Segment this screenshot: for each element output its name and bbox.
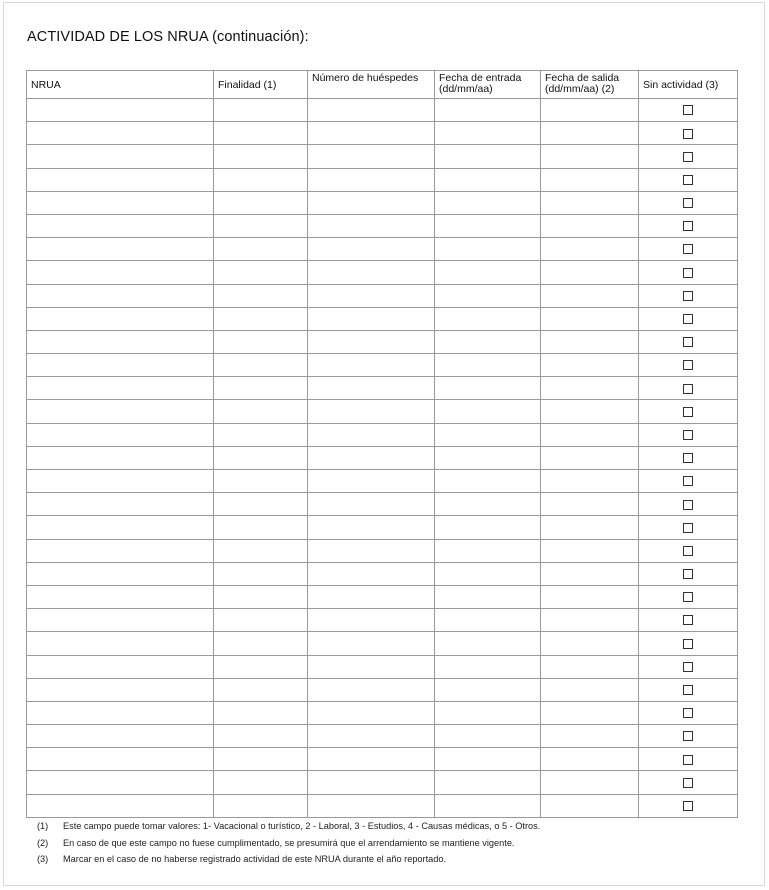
fecha-salida-cell[interactable] — [541, 562, 639, 585]
nrua-cell[interactable] — [27, 330, 214, 353]
table-row — [27, 377, 738, 400]
nrua-cell[interactable] — [27, 145, 214, 168]
numero-huespedes-cell[interactable] — [308, 794, 435, 817]
table-header-row — [27, 71, 738, 99]
numero-huespedes-cell[interactable] — [308, 191, 435, 214]
sin-actividad-checkbox[interactable] — [683, 244, 693, 254]
table-row — [27, 725, 738, 748]
finalidad-cell[interactable] — [214, 261, 308, 284]
fecha-entrada-cell[interactable] — [435, 562, 541, 585]
footnote-text: Este campo puede tomar valores: 1- Vacacional o turístico, 2 - Laboral, 3 - Estudios, 4 - Causas médicas, o 5 - Otros. — [63, 821, 541, 831]
fecha-entrada-cell[interactable] — [435, 748, 541, 771]
sin-actividad-cell — [639, 145, 738, 168]
nrua-cell[interactable] — [27, 261, 214, 284]
sin-actividad-cell — [639, 655, 738, 678]
numero-huespedes-cell[interactable] — [308, 400, 435, 423]
fecha-entrada-cell[interactable] — [435, 261, 541, 284]
finalidad-cell[interactable] — [214, 539, 308, 562]
table-row — [27, 99, 738, 122]
sin-actividad-cell — [639, 214, 738, 237]
table-row — [27, 562, 738, 585]
finalidad-cell[interactable] — [214, 122, 308, 145]
col-header-nrua: NRUA — [27, 71, 214, 99]
sin-actividad-checkbox[interactable] — [683, 453, 693, 463]
table-row — [27, 539, 738, 562]
table-row — [27, 655, 738, 678]
fecha-salida-cell[interactable] — [541, 748, 639, 771]
table-body — [27, 99, 738, 818]
sin-actividad-checkbox[interactable] — [683, 360, 693, 370]
finalidad-cell[interactable] — [214, 168, 308, 191]
sin-actividad-checkbox[interactable] — [683, 615, 693, 625]
sin-actividad-checkbox[interactable] — [683, 129, 693, 139]
finalidad-cell[interactable] — [214, 354, 308, 377]
finalidad-cell[interactable] — [214, 191, 308, 214]
sin-actividad-cell — [639, 423, 738, 446]
sin-actividad-cell — [639, 539, 738, 562]
sin-actividad-checkbox[interactable] — [683, 546, 693, 556]
finalidad-cell[interactable] — [214, 238, 308, 261]
fecha-salida-cell[interactable] — [541, 446, 639, 469]
sin-actividad-checkbox[interactable] — [683, 314, 693, 324]
finalidad-cell[interactable] — [214, 214, 308, 237]
numero-huespedes-cell[interactable] — [308, 701, 435, 724]
finalidad-cell[interactable] — [214, 609, 308, 632]
fecha-entrada-cell[interactable] — [435, 493, 541, 516]
col-header-finalidad: Finalidad (1) — [214, 71, 308, 99]
fecha-salida-cell[interactable] — [541, 632, 639, 655]
fecha-entrada-cell[interactable] — [435, 238, 541, 261]
fecha-salida-cell[interactable] — [541, 539, 639, 562]
numero-huespedes-cell[interactable] — [308, 678, 435, 701]
nrua-cell[interactable] — [27, 284, 214, 307]
table-row — [27, 354, 738, 377]
nrua-cell[interactable] — [27, 214, 214, 237]
table-row — [27, 400, 738, 423]
numero-huespedes-cell[interactable] — [308, 771, 435, 794]
finalidad-cell[interactable] — [214, 307, 308, 330]
numero-huespedes-cell[interactable] — [308, 446, 435, 469]
sin-actividad-checkbox[interactable] — [683, 430, 693, 440]
numero-huespedes-cell[interactable] — [308, 330, 435, 353]
sin-actividad-cell — [639, 701, 738, 724]
finalidad-cell[interactable] — [214, 678, 308, 701]
fecha-entrada-cell[interactable] — [435, 446, 541, 469]
fecha-salida-cell[interactable] — [541, 168, 639, 191]
numero-huespedes-cell[interactable] — [308, 284, 435, 307]
table-row — [27, 330, 738, 353]
fecha-entrada-cell[interactable] — [435, 400, 541, 423]
sin-actividad-checkbox[interactable] — [683, 569, 693, 579]
fecha-salida-cell[interactable] — [541, 307, 639, 330]
fecha-entrada-cell[interactable] — [435, 168, 541, 191]
sin-actividad-cell — [639, 725, 738, 748]
numero-huespedes-cell[interactable] — [308, 609, 435, 632]
sin-actividad-checkbox[interactable] — [683, 221, 693, 231]
numero-huespedes-cell[interactable] — [308, 168, 435, 191]
finalidad-cell[interactable] — [214, 400, 308, 423]
nrua-cell[interactable] — [27, 609, 214, 632]
nrua-cell[interactable] — [27, 701, 214, 724]
fecha-entrada-cell[interactable] — [435, 585, 541, 608]
sin-actividad-cell — [639, 493, 738, 516]
nrua-cell[interactable] — [27, 307, 214, 330]
nrua-cell[interactable] — [27, 168, 214, 191]
finalidad-cell[interactable] — [214, 632, 308, 655]
nrua-cell[interactable] — [27, 400, 214, 423]
fecha-salida-cell[interactable] — [541, 377, 639, 400]
fecha-entrada-cell[interactable] — [435, 122, 541, 145]
fecha-entrada-cell[interactable] — [435, 377, 541, 400]
fecha-entrada-cell[interactable] — [435, 516, 541, 539]
sin-actividad-checkbox[interactable] — [683, 755, 693, 765]
sin-actividad-cell — [639, 748, 738, 771]
numero-huespedes-cell[interactable] — [308, 377, 435, 400]
fecha-salida-cell[interactable] — [541, 585, 639, 608]
numero-huespedes-cell[interactable] — [308, 632, 435, 655]
nrua-cell[interactable] — [27, 771, 214, 794]
numero-huespedes-cell[interactable] — [308, 562, 435, 585]
sin-actividad-cell — [639, 446, 738, 469]
sin-actividad-checkbox[interactable] — [683, 476, 693, 486]
fecha-entrada-cell[interactable] — [435, 145, 541, 168]
numero-huespedes-cell[interactable] — [308, 145, 435, 168]
table-row — [27, 423, 738, 446]
nrua-cell[interactable] — [27, 377, 214, 400]
sin-actividad-cell — [639, 377, 738, 400]
nrua-cell[interactable] — [27, 585, 214, 608]
fecha-entrada-cell[interactable] — [435, 725, 541, 748]
sin-actividad-checkbox[interactable] — [683, 592, 693, 602]
numero-huespedes-cell[interactable] — [308, 539, 435, 562]
fecha-entrada-cell[interactable] — [435, 423, 541, 446]
finalidad-cell[interactable] — [214, 330, 308, 353]
sin-actividad-cell — [639, 354, 738, 377]
nrua-cell[interactable] — [27, 354, 214, 377]
table-row — [27, 609, 738, 632]
sin-actividad-checkbox[interactable] — [683, 685, 693, 695]
sin-actividad-cell — [639, 122, 738, 145]
table-row — [27, 701, 738, 724]
nrua-cell[interactable] — [27, 748, 214, 771]
nrua-cell[interactable] — [27, 238, 214, 261]
table-row — [27, 470, 738, 493]
fecha-salida-cell[interactable] — [541, 330, 639, 353]
table-row — [27, 493, 738, 516]
nrua-cell[interactable] — [27, 632, 214, 655]
nrua-cell[interactable] — [27, 423, 214, 446]
footnote-1 — [37, 821, 540, 838]
footnote-text: En caso de que este campo no fuese cumplimentado, se presumirá que el arrendamiento se mantiene vigente. — [63, 837, 515, 848]
fecha-entrada-cell[interactable] — [435, 354, 541, 377]
finalidad-cell[interactable] — [214, 748, 308, 771]
fecha-entrada-cell[interactable] — [435, 539, 541, 562]
numero-huespedes-cell[interactable] — [308, 655, 435, 678]
footnote-number: (1) — [37, 821, 49, 831]
finalidad-cell[interactable] — [214, 794, 308, 817]
table-row — [27, 284, 738, 307]
table-row — [27, 585, 738, 608]
table-row — [27, 168, 738, 191]
fecha-entrada-cell[interactable] — [435, 214, 541, 237]
table-row — [27, 748, 738, 771]
footnote-2 — [37, 838, 540, 855]
sin-actividad-checkbox[interactable] — [683, 268, 693, 278]
sin-actividad-cell — [639, 470, 738, 493]
sin-actividad-cell — [639, 609, 738, 632]
nrua-cell[interactable] — [27, 794, 214, 817]
table-row — [27, 261, 738, 284]
footnote-number: (3) — [37, 854, 49, 864]
table-row — [27, 191, 738, 214]
numero-huespedes-cell[interactable] — [308, 214, 435, 237]
fecha-salida-cell[interactable] — [541, 609, 639, 632]
sin-actividad-checkbox[interactable] — [683, 708, 693, 718]
fecha-entrada-cell[interactable] — [435, 794, 541, 817]
fecha-entrada-cell[interactable] — [435, 655, 541, 678]
numero-huespedes-cell[interactable] — [308, 99, 435, 122]
table-row — [27, 678, 738, 701]
numero-huespedes-cell[interactable] — [308, 423, 435, 446]
finalidad-cell[interactable] — [214, 701, 308, 724]
fecha-salida-cell[interactable] — [541, 771, 639, 794]
fecha-salida-cell[interactable] — [541, 122, 639, 145]
table-row — [27, 516, 738, 539]
fecha-salida-cell[interactable] — [541, 493, 639, 516]
fecha-entrada-cell[interactable] — [435, 284, 541, 307]
sin-actividad-cell — [639, 307, 738, 330]
nrua-cell[interactable] — [27, 99, 214, 122]
nrua-cell[interactable] — [27, 470, 214, 493]
table-row — [27, 307, 738, 330]
fecha-entrada-cell[interactable] — [435, 99, 541, 122]
finalidad-cell[interactable] — [214, 145, 308, 168]
fecha-entrada-cell[interactable] — [435, 307, 541, 330]
fecha-salida-cell[interactable] — [541, 701, 639, 724]
numero-huespedes-cell[interactable] — [308, 238, 435, 261]
sin-actividad-cell — [639, 632, 738, 655]
finalidad-cell[interactable] — [214, 585, 308, 608]
footnote-number: (2) — [37, 837, 49, 848]
finalidad-cell[interactable] — [214, 655, 308, 678]
table-row — [27, 794, 738, 817]
nrua-cell[interactable] — [27, 678, 214, 701]
table-row — [27, 238, 738, 261]
fecha-salida-cell[interactable] — [541, 516, 639, 539]
numero-huespedes-cell[interactable] — [308, 261, 435, 284]
sin-actividad-cell — [639, 191, 738, 214]
sin-actividad-checkbox[interactable] — [683, 175, 693, 185]
fecha-salida-cell[interactable] — [541, 145, 639, 168]
footnote-text: Marcar en el caso de no haberse registrado actividad de este NRUA durante el año reportado. — [63, 854, 447, 864]
fecha-salida-cell[interactable] — [541, 678, 639, 701]
sin-actividad-checkbox[interactable] — [683, 523, 693, 533]
sin-actividad-cell — [639, 238, 738, 261]
sin-actividad-cell — [639, 400, 738, 423]
finalidad-cell[interactable] — [214, 725, 308, 748]
sin-actividad-checkbox[interactable] — [683, 801, 693, 811]
fecha-salida-cell[interactable] — [541, 354, 639, 377]
col-header-fecha-entrada: Fecha de entrada (dd/mm/aa) — [435, 71, 541, 99]
finalidad-cell[interactable] — [214, 470, 308, 493]
numero-huespedes-cell[interactable] — [308, 516, 435, 539]
nrua-cell[interactable] — [27, 493, 214, 516]
col-header-numero-huespedes: Número de huéspedes — [308, 71, 435, 99]
nrua-cell[interactable] — [27, 562, 214, 585]
fecha-entrada-cell[interactable] — [435, 609, 541, 632]
finalidad-cell[interactable] — [214, 771, 308, 794]
col-header-sin-actividad: Sin actividad (3) — [639, 71, 738, 99]
sin-actividad-cell — [639, 330, 738, 353]
numero-huespedes-cell[interactable] — [308, 470, 435, 493]
finalidad-cell[interactable] — [214, 99, 308, 122]
fecha-entrada-cell[interactable] — [435, 678, 541, 701]
fecha-entrada-cell[interactable] — [435, 330, 541, 353]
sin-actividad-checkbox[interactable] — [683, 337, 693, 347]
nrua-cell[interactable] — [27, 516, 214, 539]
fecha-salida-cell[interactable] — [541, 423, 639, 446]
footnotes — [37, 821, 540, 871]
numero-huespedes-cell[interactable] — [308, 354, 435, 377]
fecha-salida-cell[interactable] — [541, 238, 639, 261]
finalidad-cell[interactable] — [214, 516, 308, 539]
sin-actividad-checkbox[interactable] — [683, 384, 693, 394]
numero-huespedes-cell[interactable] — [308, 585, 435, 608]
sin-actividad-checkbox[interactable] — [683, 198, 693, 208]
sin-actividad-checkbox[interactable] — [683, 731, 693, 741]
nrua-cell[interactable] — [27, 539, 214, 562]
fecha-salida-cell[interactable] — [541, 470, 639, 493]
sin-actividad-checkbox[interactable] — [683, 662, 693, 672]
nrua-cell[interactable] — [27, 725, 214, 748]
numero-huespedes-cell[interactable] — [308, 748, 435, 771]
sin-actividad-checkbox[interactable] — [683, 407, 693, 417]
sin-actividad-checkbox[interactable] — [683, 105, 693, 115]
table-row — [27, 771, 738, 794]
numero-huespedes-cell[interactable] — [308, 122, 435, 145]
fecha-entrada-cell[interactable] — [435, 701, 541, 724]
fecha-salida-cell[interactable] — [541, 794, 639, 817]
fecha-salida-cell[interactable] — [541, 284, 639, 307]
sin-actividad-checkbox[interactable] — [683, 291, 693, 301]
sin-actividad-cell — [639, 168, 738, 191]
sin-actividad-cell — [639, 99, 738, 122]
sin-actividad-cell — [639, 771, 738, 794]
sin-actividad-checkbox[interactable] — [683, 500, 693, 510]
finalidad-cell[interactable] — [214, 423, 308, 446]
sin-actividad-checkbox[interactable] — [683, 639, 693, 649]
nrua-cell[interactable] — [27, 655, 214, 678]
sin-actividad-cell — [639, 678, 738, 701]
fecha-salida-cell[interactable] — [541, 725, 639, 748]
nrua-cell[interactable] — [27, 191, 214, 214]
sin-actividad-cell — [639, 562, 738, 585]
fecha-salida-cell[interactable] — [541, 214, 639, 237]
sin-actividad-cell — [639, 585, 738, 608]
sin-actividad-checkbox[interactable] — [683, 778, 693, 788]
nrua-activity-table — [26, 70, 738, 818]
page-title: ACTIVIDAD DE LOS NRUA (continuación): — [27, 29, 309, 45]
fecha-salida-cell[interactable] — [541, 655, 639, 678]
numero-huespedes-cell[interactable] — [308, 493, 435, 516]
table-row — [27, 632, 738, 655]
fecha-salida-cell[interactable] — [541, 191, 639, 214]
numero-huespedes-cell[interactable] — [308, 725, 435, 748]
finalidad-cell[interactable] — [214, 284, 308, 307]
sin-actividad-cell — [639, 284, 738, 307]
finalidad-cell[interactable] — [214, 562, 308, 585]
fecha-salida-cell[interactable] — [541, 99, 639, 122]
fecha-salida-cell[interactable] — [541, 261, 639, 284]
sin-actividad-checkbox[interactable] — [683, 152, 693, 162]
footnote-3 — [37, 854, 540, 871]
col-header-fecha-salida: Fecha de salida (dd/mm/aa) (2) — [541, 71, 639, 99]
finalidad-cell[interactable] — [214, 377, 308, 400]
finalidad-cell[interactable] — [214, 493, 308, 516]
table-row — [27, 122, 738, 145]
table-row — [27, 214, 738, 237]
sin-actividad-cell — [639, 516, 738, 539]
numero-huespedes-cell[interactable] — [308, 307, 435, 330]
sin-actividad-cell — [639, 261, 738, 284]
fecha-entrada-cell[interactable] — [435, 191, 541, 214]
table-row — [27, 446, 738, 469]
nrua-cell[interactable] — [27, 122, 214, 145]
nrua-cell[interactable] — [27, 446, 214, 469]
fecha-salida-cell[interactable] — [541, 400, 639, 423]
fecha-entrada-cell[interactable] — [435, 632, 541, 655]
sin-actividad-cell — [639, 794, 738, 817]
fecha-entrada-cell[interactable] — [435, 470, 541, 493]
fecha-entrada-cell[interactable] — [435, 771, 541, 794]
table-row — [27, 145, 738, 168]
finalidad-cell[interactable] — [214, 446, 308, 469]
